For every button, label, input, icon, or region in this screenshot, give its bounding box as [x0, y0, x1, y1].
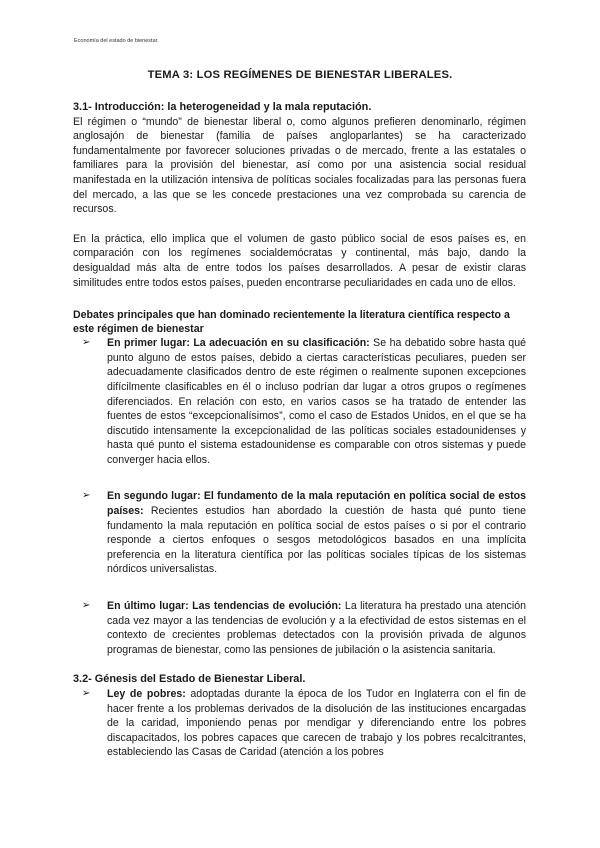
list-item [82, 336, 526, 467]
debates-heading: Debates principales que han dominado recientemente la literatura científica respecto a este régimen de bienestar [73, 309, 510, 336]
item-text: Se ha debatido sobre hasta qué punto alguno de estos países, debido a ciertas características peculiares, pueden ser adecuadamente clasificados dentro de este régimen o realmente suponen excepciones difícilmente clasificables en él o incluso podrían dar lugar a otros grupos o regímenes diferenciados. En relación con esto, en varios casos se ha tratado de entender las fuentes de estos “excepcionalísimos”, como el caso de Estados Unidos, en el que se ha discutido intensamente la excepcionalidad de las políticas sociales estadounidenses y hasta qué punto el sistema estadounidense es comparable con otros sistemas y puede converger hacia ellos. [107, 337, 526, 466]
item-lead: En segundo lugar: El fundamento de la mala reputación en política social de estos países: [107, 490, 526, 518]
running-header: Economía del estado de bienestar. [74, 38, 159, 44]
arrow-bullet-icon: ➢ [82, 688, 91, 699]
section-heading-genesis: 3.2- Génesis del Estado de Bienestar Liberal. [73, 673, 306, 686]
item-text: adoptadas durante la época de los Tudor en Inglaterra con el fin de hacer frente a los problemas derivados de la disolución de las instituciones encargadas de la caridad, imponiendo penas por mendigar y diferenciando entre los pobres discapacitados, los pobres capaces que carecen de trabajo y los pobres recalcitrantes, estableciendo las Casas de Caridad (atención a los pobres [107, 688, 526, 759]
item-text: La literatura ha prestado una atención cada vez mayor a las tendencias de evolución y a la efectividad de estos sistemas en el contexto de crecientes problemas detectados con la provisión privada de algunos programas de bienestar, como las pensiones de jubilación o la asistencia sanitaria. [107, 600, 526, 656]
genesis-list [73, 687, 526, 760]
item-lead: En último lugar: Las tendencias de evolución: [107, 600, 342, 613]
section-heading-intro: 3.1- Introducción: la heterogeneidad y la mala reputación. [73, 101, 372, 113]
arrow-bullet-icon: ➢ [82, 600, 91, 612]
document-body [73, 100, 526, 760]
list-item [82, 687, 526, 760]
document-title: TEMA 3: LOS REGÍMENES DE BIENESTAR LIBERALES. [147, 69, 453, 81]
list-item [82, 599, 526, 657]
item-text: Recientes estudios han abordado la cuestión de hasta qué punto tiene fundamento la mala reputación en política social de estos países o si por el contrario responde a ciertos enfoques o sesgos metodológicos basados en una implícita preferencia en la literatura científica por las políticas sociales típicas de los sistemas nórdicos universalistas. [107, 505, 526, 576]
debates-list [73, 336, 526, 657]
arrow-bullet-icon: ➢ [82, 490, 91, 502]
item-lead: Ley de pobres: [107, 688, 186, 700]
intro-paragraph-1: El régimen o “mundo” de bienestar liberal o, como algunos prefieren denominarlo, régimen anglosajón de bienestar (familia de países angloparlantes) se ha caracterizado fundamentalmente por favorecer soluciones privadas o de mercado, frente a las estatales o familiares para la provisión del bienestar, así como por una asistencia social residual manifestada en la utilización intensiva de políticas sociales focalizadas para las personas fuera del mercado, a las que se les concede prestaciones una vez comprobada su carencia de recursos. [73, 115, 526, 216]
item-lead: En primer lugar: La adecuación en su clasificación: [107, 337, 370, 350]
list-item [82, 489, 526, 577]
arrow-bullet-icon: ➢ [82, 337, 91, 349]
intro-paragraph-2: En la práctica, ello implica que el volumen de gasto público social de esos países es, en comparación con los regímenes socialdemócratas y continental, más bajo, dando la desigualdad más alta de entre todos los países desarrollados. A pesar de existir claras similitudes entre todos estos países, pueden encontrarse peculiaridades en cada uno de ellos. [73, 232, 526, 289]
